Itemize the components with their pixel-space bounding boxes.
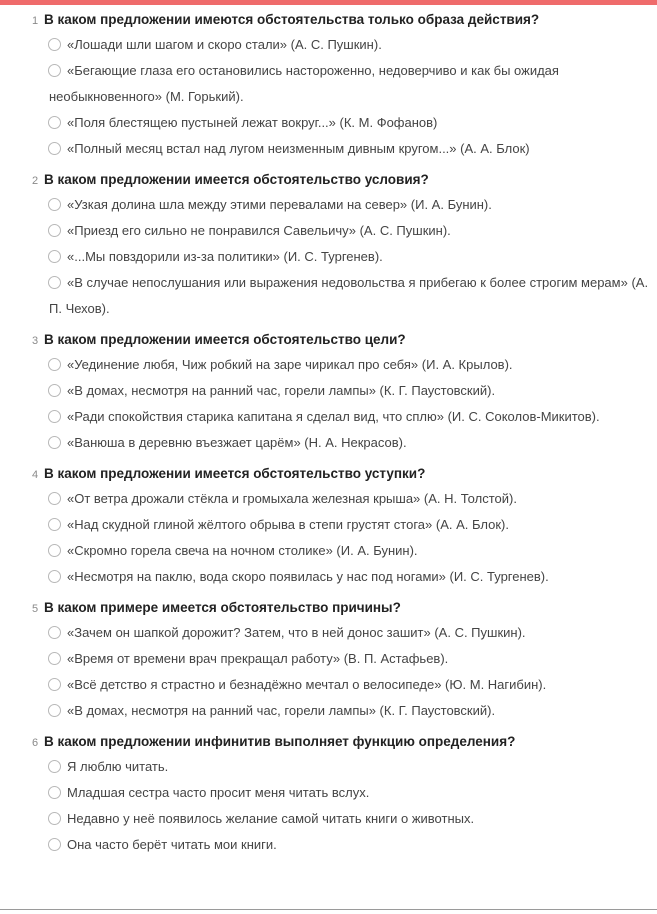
question-header	[0, 8, 657, 32]
option-label: «В домах, несмотря на ранний час, горели лампы» (К. Г. Паустовский).	[67, 703, 496, 718]
question-header	[0, 328, 657, 352]
option-label: «В домах, несмотря на ранний час, горели лампы» (К. Г. Паустовский).	[67, 383, 496, 398]
question-2	[0, 168, 657, 322]
answer-option[interactable]	[0, 32, 657, 58]
radio-button[interactable]	[48, 838, 61, 851]
answer-option[interactable]	[0, 780, 657, 806]
radio-button[interactable]	[48, 760, 61, 773]
radio-button[interactable]	[48, 224, 61, 237]
question-text: В каком предложении имеется обстоятельство условия?	[44, 172, 429, 187]
option-label: «Полный месяц встал над лугом неизменным дивным кругом...» (А. А. Блок)	[67, 141, 530, 156]
option-label: «Уединение любя, Чиж робкий на заре чирикал про себя» (И. А. Крылов).	[67, 357, 513, 372]
bottom-divider	[0, 909, 657, 910]
question-3	[0, 328, 657, 456]
radio-button[interactable]	[48, 38, 61, 51]
question-number: 6	[32, 737, 39, 749]
question-6	[0, 730, 657, 858]
radio-button[interactable]	[48, 570, 61, 583]
radio-button[interactable]	[48, 652, 61, 665]
radio-button[interactable]	[48, 276, 61, 289]
answer-option[interactable]	[0, 806, 657, 832]
option-label: «Над скудной глиной жёлтого обрыва в степи грустят стога» (А. А. Блок).	[67, 517, 509, 532]
answer-option[interactable]	[0, 378, 657, 404]
option-label: Она часто берёт читать мои книги.	[67, 837, 277, 852]
question-text: В каком предложении имеется обстоятельство цели?	[44, 332, 406, 347]
answer-option[interactable]	[0, 698, 657, 724]
question-text: В каком предложении имеется обстоятельство уступки?	[44, 466, 426, 481]
radio-button[interactable]	[48, 812, 61, 825]
answer-option[interactable]	[0, 486, 657, 512]
radio-button[interactable]	[48, 384, 61, 397]
answer-option[interactable]	[0, 270, 657, 322]
radio-button[interactable]	[48, 626, 61, 639]
option-label: «Бегающие глаза его остановились настороженно, недоверчиво и как бы ожидая необыкновенного» (М. Горький).	[49, 63, 559, 104]
question-header	[0, 596, 657, 620]
question-number: 4	[32, 469, 39, 481]
answer-option[interactable]	[0, 538, 657, 564]
radio-button[interactable]	[48, 436, 61, 449]
question-5	[0, 596, 657, 724]
radio-button[interactable]	[48, 786, 61, 799]
quiz-form	[0, 8, 657, 858]
answer-option[interactable]	[0, 564, 657, 590]
radio-button[interactable]	[48, 704, 61, 717]
top-accent-bar	[0, 0, 657, 5]
answer-option[interactable]	[0, 218, 657, 244]
answer-option[interactable]	[0, 512, 657, 538]
option-label: «...Мы повздорили из-за политики» (И. С. Тургенев).	[67, 249, 383, 264]
answer-option[interactable]	[0, 620, 657, 646]
answer-option[interactable]	[0, 754, 657, 780]
question-number: 1	[32, 15, 39, 27]
question-header	[0, 168, 657, 192]
radio-button[interactable]	[48, 492, 61, 505]
radio-button[interactable]	[48, 116, 61, 129]
option-label: Младшая сестра часто просит меня читать вслух.	[67, 785, 370, 800]
answer-option[interactable]	[0, 352, 657, 378]
option-label: Я люблю читать.	[67, 759, 169, 774]
answer-option[interactable]	[0, 244, 657, 270]
radio-button[interactable]	[48, 198, 61, 211]
radio-button[interactable]	[48, 64, 61, 77]
option-label: «Время от времени врач прекращал работу» (В. П. Астафьев).	[67, 651, 449, 666]
option-label: «От ветра дрожали стёкла и громыхала железная крыша» (А. Н. Толстой).	[67, 491, 517, 506]
question-text: В каком примере имеется обстоятельство причины?	[44, 600, 401, 615]
answer-option[interactable]	[0, 646, 657, 672]
option-label: «Несмотря на паклю, вода скоро появилась у нас под ногами» (И. С. Тургенев).	[67, 569, 549, 584]
option-label: «Всё детство я страстно и безнадёжно мечтал о велосипеде» (Ю. М. Нагибин).	[67, 677, 547, 692]
radio-button[interactable]	[48, 410, 61, 423]
radio-button[interactable]	[48, 358, 61, 371]
radio-button[interactable]	[48, 544, 61, 557]
answer-option[interactable]	[0, 192, 657, 218]
answer-option[interactable]	[0, 136, 657, 162]
question-number: 3	[32, 335, 39, 347]
answer-option[interactable]	[0, 404, 657, 430]
option-label: «Узкая долина шла между этими перевалами на север» (И. А. Бунин).	[67, 197, 492, 212]
option-label: «Поля блестящею пустыней лежат вокруг...» (К. М. Фофанов)	[67, 115, 438, 130]
answer-option[interactable]	[0, 832, 657, 858]
radio-button[interactable]	[48, 142, 61, 155]
question-text: В каком предложении имеются обстоятельства только образа действия?	[44, 12, 540, 27]
option-label: «Лошади шли шагом и скоро стали» (А. С. Пушкин).	[67, 37, 382, 52]
option-label: «Скромно горела свеча на ночном столике» (И. А. Бунин).	[67, 543, 418, 558]
question-1	[0, 8, 657, 162]
option-label: «В случае непослушания или выражения недовольства я прибегаю к более строгим мерам» (А. П. Чехов).	[49, 275, 649, 316]
radio-button[interactable]	[48, 518, 61, 531]
answer-option[interactable]	[0, 58, 657, 110]
answer-option[interactable]	[0, 430, 657, 456]
answer-option[interactable]	[0, 672, 657, 698]
question-text: В каком предложении инфинитив выполняет функцию определения?	[44, 734, 516, 749]
answer-option[interactable]	[0, 110, 657, 136]
option-label: «Зачем он шапкой дорожит? Затем, что в ней донос зашит» (А. С. Пушкин).	[67, 625, 526, 640]
option-label: «Ванюша в деревню въезжает царём» (Н. А. Некрасов).	[67, 435, 407, 450]
radio-button[interactable]	[48, 250, 61, 263]
question-number: 2	[32, 175, 39, 187]
question-header	[0, 730, 657, 754]
question-4	[0, 462, 657, 590]
option-label: «Приезд его сильно не понравился Савельичу» (А. С. Пушкин).	[67, 223, 451, 238]
question-number: 5	[32, 603, 39, 615]
question-header	[0, 462, 657, 486]
radio-button[interactable]	[48, 678, 61, 691]
option-label: «Ради спокойствия старика капитана я сделал вид, что сплю» (И. С. Соколов-Микитов).	[67, 409, 600, 424]
option-label: Недавно у неё появилось желание самой читать книги о животных.	[67, 811, 475, 826]
